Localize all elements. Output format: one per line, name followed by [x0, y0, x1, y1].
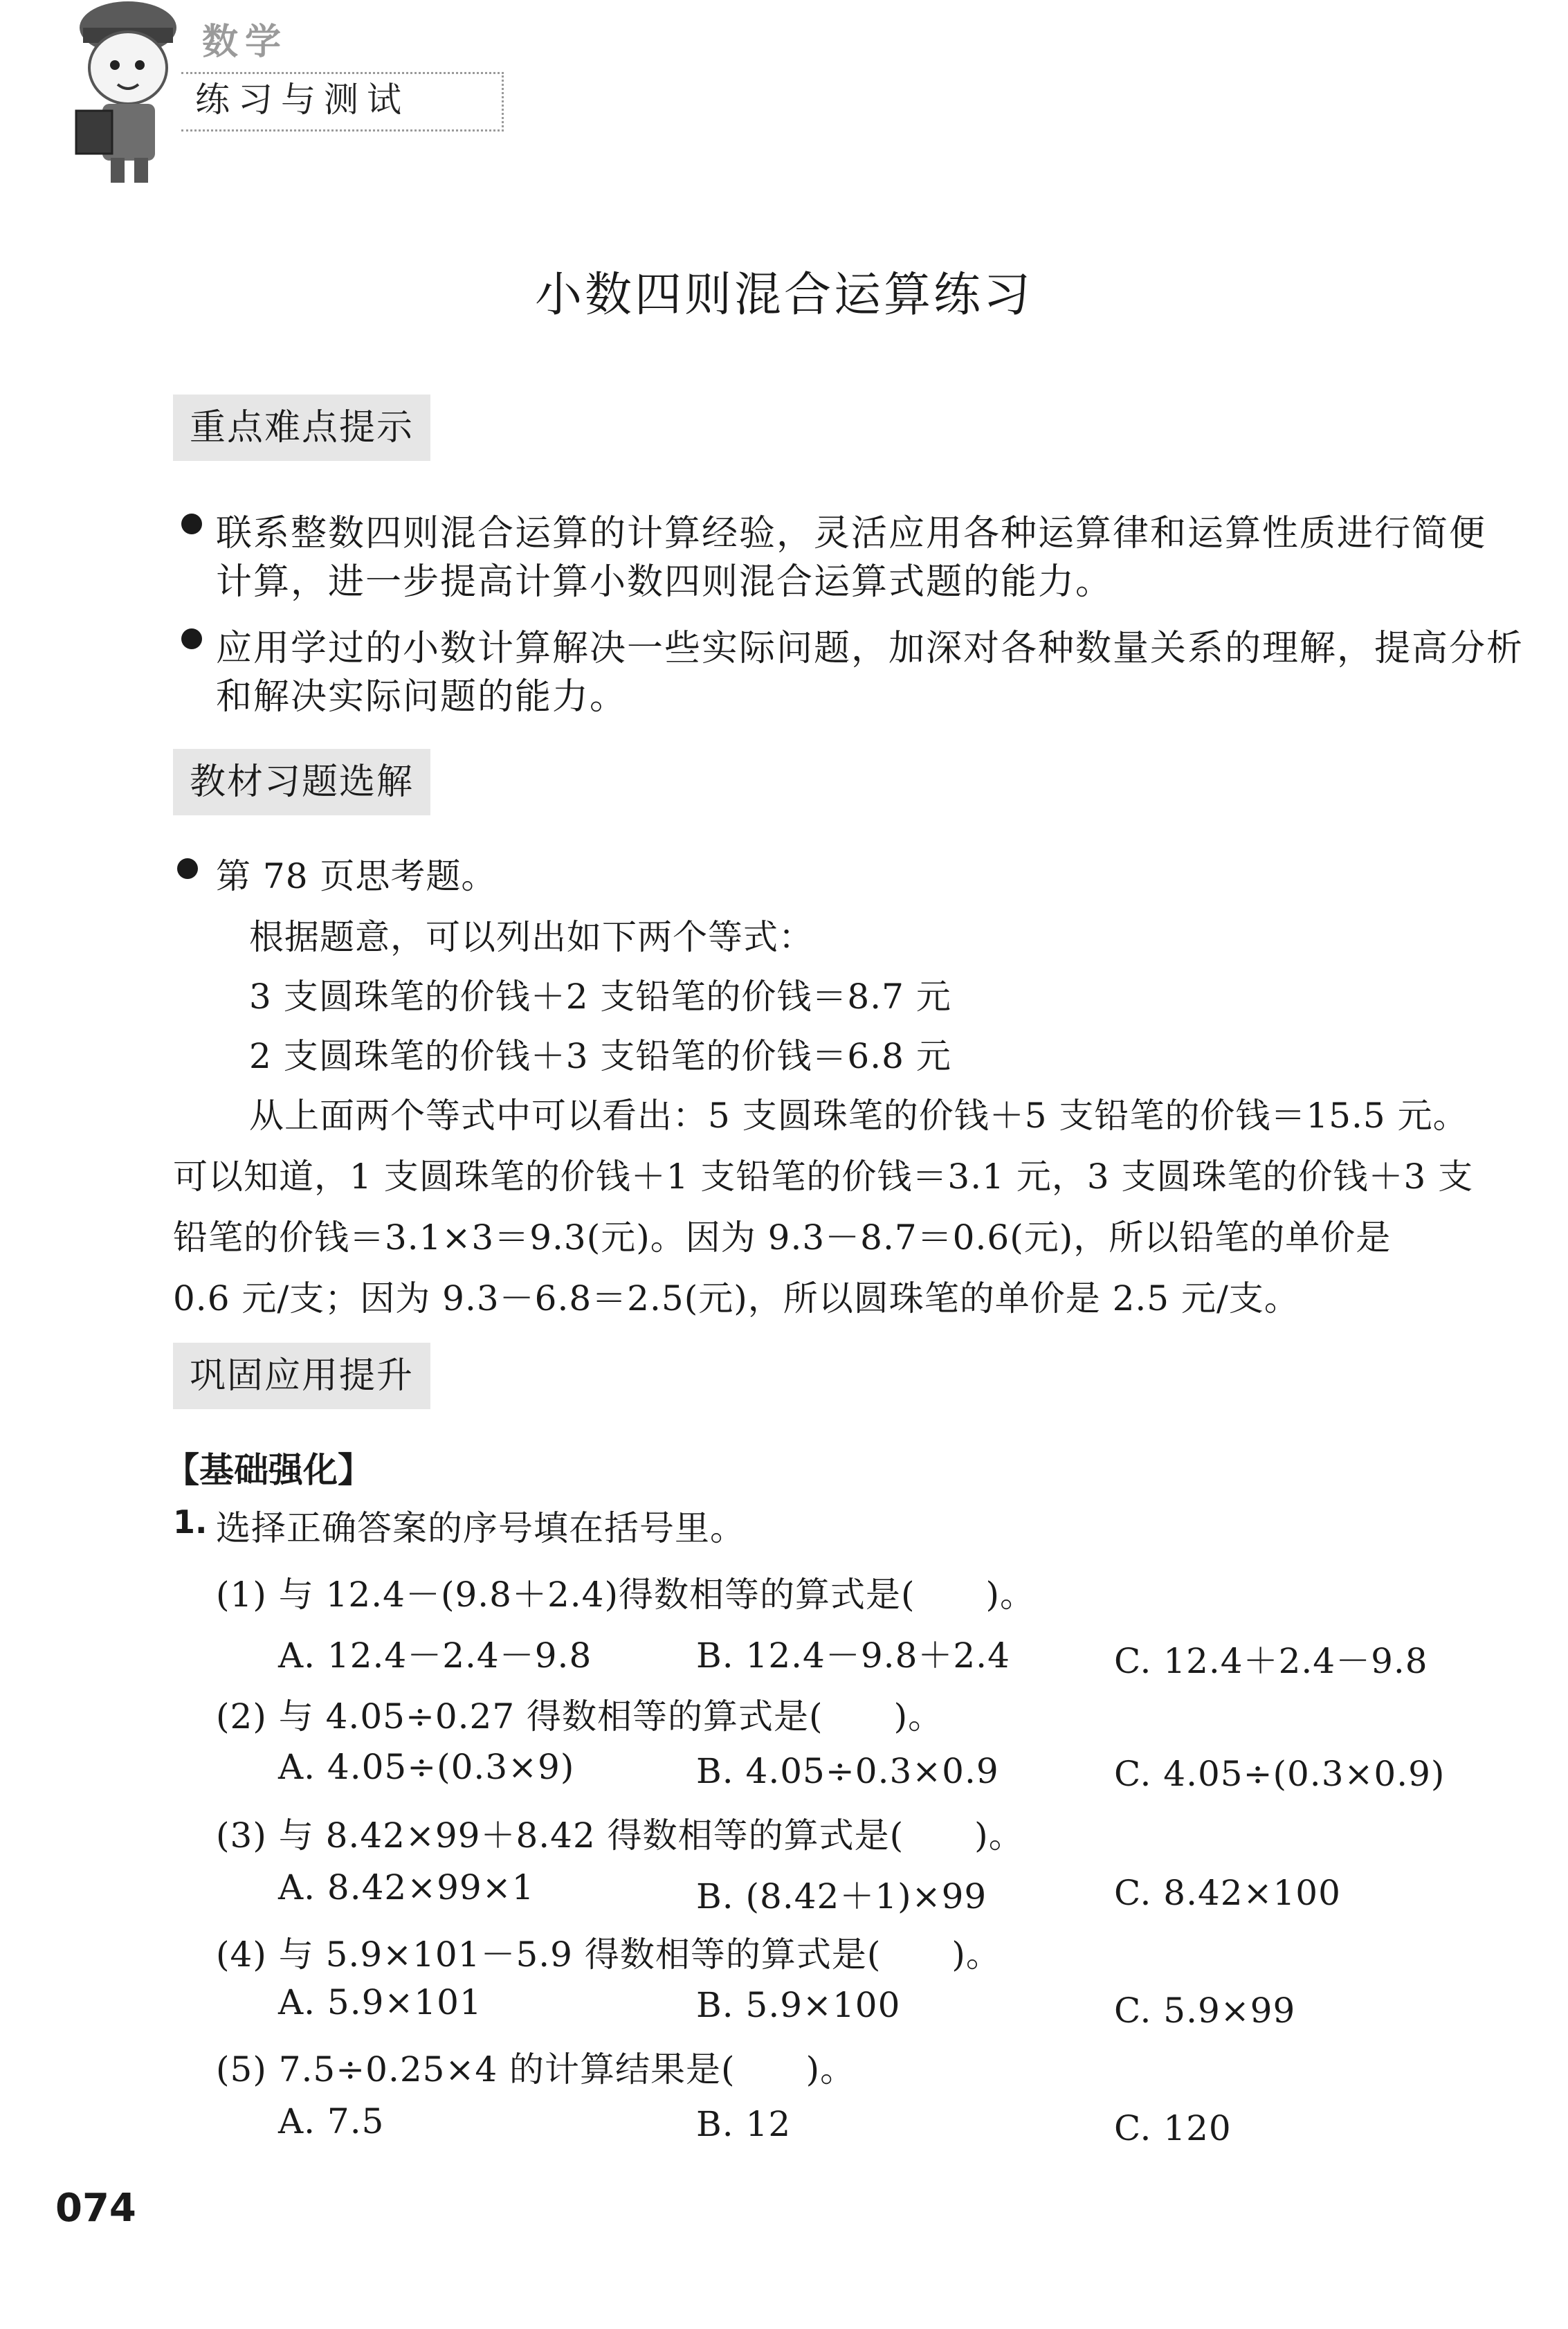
question-1-number: 1.: [173, 1503, 208, 1541]
q1-item-3-option-a: A. 8.42×99×1: [278, 1867, 535, 1907]
bullet-icon: [181, 514, 202, 534]
section-heading-key-points: 重点难点提示: [173, 395, 430, 461]
textbook-line: 0.6 元/支；因为 9.3－6.8＝2.5(元)，所以圆珠笔的单价是 2.5 元/支。: [173, 1278, 1300, 1318]
bullet-2-line-2: 和解决实际问题的能力。: [216, 676, 628, 718]
q1-item-1-option-c: C. 12.4＋2.4－9.8: [1114, 1641, 1428, 1681]
q1-item-1-option-a: A. 12.4－2.4－9.8: [278, 1635, 592, 1676]
q1-item-5-option-b: B. 12: [696, 2104, 792, 2144]
bullet-icon: [177, 858, 198, 879]
q1-item-2-stem: (2) 与 4.05÷0.27 得数相等的算式是( )。: [216, 1696, 944, 1737]
q1-item-4-option-a: A. 5.9×101: [278, 1982, 482, 2022]
question-1-text: 选择正确答案的序号填在括号里。: [216, 1508, 745, 1548]
textbook-item: 第 78 页思考题。: [216, 856, 497, 896]
section-heading-textbook: 教材习题选解: [173, 749, 430, 815]
mascot-illustration: [62, 0, 194, 187]
section-heading-practice: 巩固应用提升: [173, 1343, 430, 1409]
header-subject: 数学: [202, 21, 289, 63]
q1-item-2-option-c: C. 4.05÷(0.3×0.9): [1114, 1754, 1446, 1794]
bullet-1-line-1: 联系整数四则混合运算的计算经验，灵活应用各种运算律和运算性质进行简便: [216, 513, 1487, 554]
q1-item-5-option-c: C. 120: [1114, 2108, 1232, 2148]
q1-item-4-stem: (4) 与 5.9×101－5.9 得数相等的算式是( )。: [216, 1934, 1001, 1975]
header-series: 练习与测试: [195, 80, 410, 120]
textbook-line: 铅笔的价钱＝3.1×3＝9.3(元)。因为 9.3－8.7＝0.6(元)，所以铅笔的单价是: [173, 1217, 1392, 1258]
q1-item-4-option-b: B. 5.9×100: [696, 1985, 901, 2025]
bullet-2-line-1: 应用学过的小数计算解决一些实际问题，加深对各种数量关系的理解，提高分析: [216, 628, 1524, 669]
page-number: 074: [55, 2186, 136, 2231]
q1-item-2-option-b: B. 4.05÷0.3×0.9: [696, 1751, 999, 1791]
textbook-line: 根据题意，可以列出如下两个等式：: [249, 917, 814, 957]
textbook-line: 从上面两个等式中可以看出：5 支圆珠笔的价钱＋5 支铅笔的价钱＝15.5 元。: [249, 1096, 1468, 1136]
q1-item-3-option-b: B. (8.42＋1)×99: [696, 1876, 987, 1916]
q1-item-3-stem: (3) 与 8.42×99＋8.42 得数相等的算式是( )。: [216, 1815, 1024, 1856]
textbook-line: 2 支圆珠笔的价钱＋3 支铅笔的价钱＝6.8 元: [249, 1036, 951, 1076]
bullet-icon: [181, 628, 202, 649]
q1-item-3-option-c: C. 8.42×100: [1114, 1873, 1341, 1913]
q1-item-5-option-a: A. 7.5: [278, 2101, 385, 2141]
q1-item-1-option-b: B. 12.4－9.8＋2.4: [696, 1635, 1010, 1676]
textbook-line: 3 支圆珠笔的价钱＋2 支铅笔的价钱＝8.7 元: [249, 977, 951, 1017]
practice-subheading: 【基础强化】: [165, 1450, 372, 1490]
page-title: 小数四则混合运算练习: [534, 268, 1033, 323]
q1-item-1-stem: (1) 与 12.4－(9.8＋2.4)得数相等的算式是( )。: [216, 1575, 1036, 1615]
bullet-1-line-2: 计算，进一步提高计算小数四则混合运算式题的能力。: [216, 561, 1113, 603]
q1-item-5-stem: (5) 7.5÷0.25×4 的计算结果是( )。: [216, 2049, 856, 2090]
q1-item-2-option-a: A. 4.05÷(0.3×9): [278, 1747, 575, 1787]
textbook-line: 可以知道，1 支圆珠笔的价钱＋1 支铅笔的价钱＝3.1 元，3 支圆珠笔的价钱＋3 支: [173, 1157, 1474, 1197]
q1-item-4-option-c: C. 5.9×99: [1114, 1991, 1296, 2031]
